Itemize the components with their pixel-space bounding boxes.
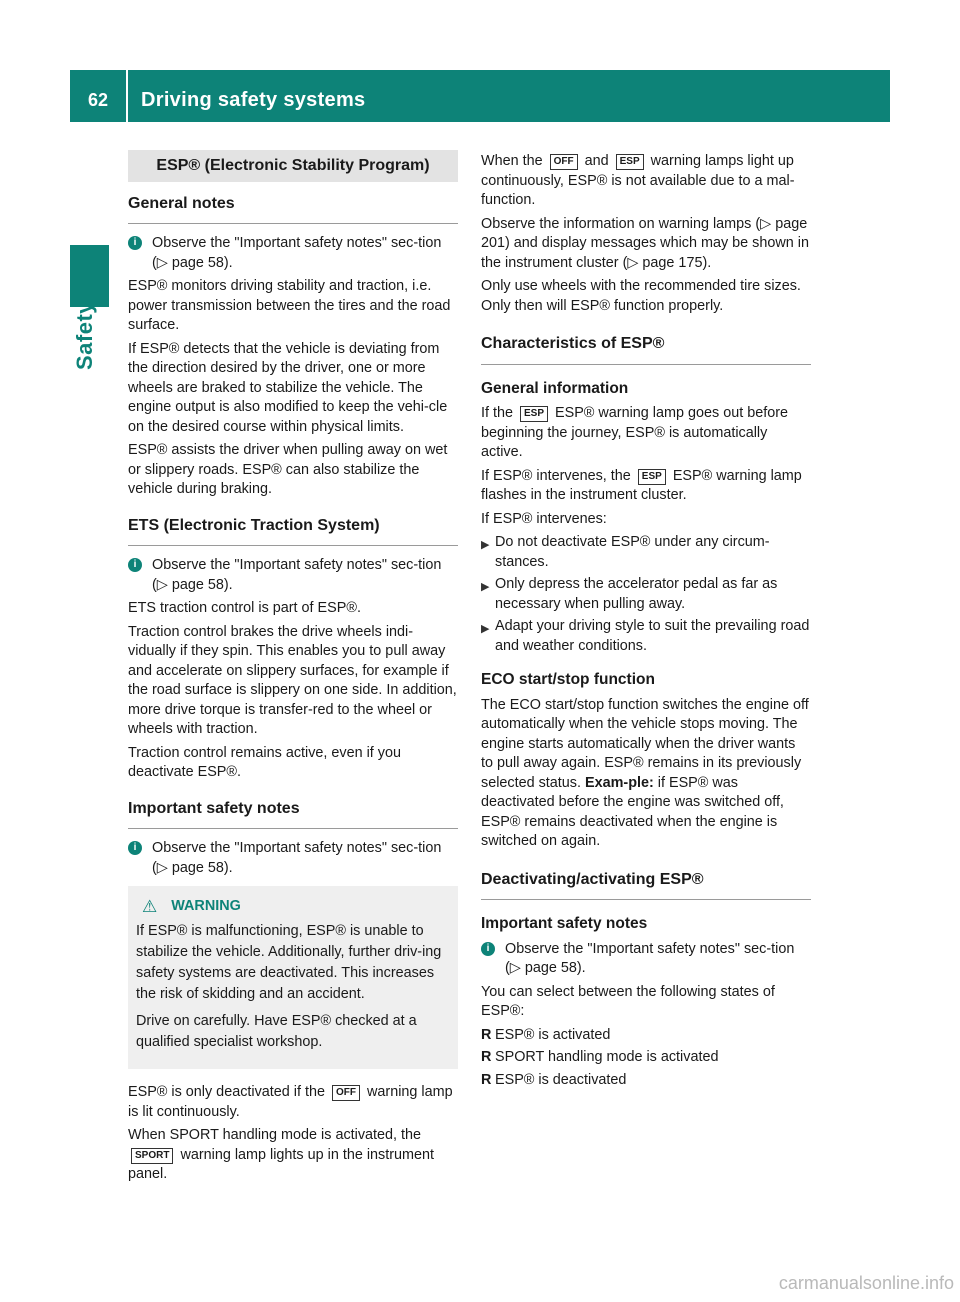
info-note-text: Observe the "Important safety notes" sec-tion (▷ page 58). [505,940,795,976]
characteristics-heading: Characteristics of ESP® [481,334,811,365]
info-icon: i [128,236,142,250]
warning-title-text: WARNING [171,898,241,914]
info-icon: i [128,558,142,572]
paragraph: ESP® is only deactivated if the OFF warning lamp is lit continuously. [128,1084,453,1120]
esp-lamp-icon: ESP [520,406,548,422]
eco-heading: ECO start/stop function [481,671,655,688]
info-icon: i [481,942,495,956]
instruction-step: ▶ Do not deactivate ESP® under any circum-stances. [481,533,811,572]
page-number: 62 [87,90,109,110]
watermark: carmanualsonline.info [778,1273,954,1293]
info-note-text: Observe the "Important safety notes" sec-tion (▷ page 58). [152,840,442,876]
esp-lamp-icon: ESP [616,154,644,170]
deactivating-heading: Deactivating/activating ESP® [481,870,811,901]
page-title: Driving safety systems [141,89,366,111]
important-safety-notes-heading: Important safety notes [481,915,648,932]
warning-paragraph: Drive on carefully. Have ESP® checked at a qualified specialist workshop. [136,1013,417,1050]
ets-heading: ETS (Electronic Traction System) [128,516,458,547]
esp-banner: ESP® (Electronic Stability Program) [128,150,458,182]
paragraph: ESP® monitors driving stability and traction, i.e. power transmission between the tires and the road surface. [128,278,451,333]
step-arrow-icon: ▶ [481,581,490,593]
paragraph: Traction control brakes the drive wheels indi-vidually if they spin. This enables you to pull away and accelerate on slippery surfaces, for example if the road surface is slippery on one side. In addition, more drive torque is transfer-red to the wheel or wheels with traction. [128,623,457,737]
info-icon: i [128,841,142,855]
warning-box [128,886,458,1069]
paragraph: Observe the information on warning lamps (▷ page 201) and display messages which may be shown in the instrument cluster (▷ page 175). [481,215,809,271]
step-arrow-icon: ▶ [481,623,490,635]
instruction-step: ▶ Adapt your driving style to suit the prevailing road and weather conditions. [481,617,811,656]
warning-triangle-icon: ⚠ [142,897,158,916]
paragraph: The ECO start/stop function switches the engine off automatically when the vehicle stops moving. The engine starts automatically when the driver wants to pull away again. ESP® remains in its previously selected status. Exam-ple: if ESP® was deactivated before the engine was switched off, ESP® remains deactivated when the engine is switched on again. [481,696,809,849]
paragraph: If the ESP ESP® warning lamp goes out before beginning the journey, ESP® is automatically active. [481,405,789,460]
list-item: R ESP® is deactivated [481,1071,627,1088]
list-item: R SPORT handling mode is activated [481,1049,719,1065]
header-divider [126,70,128,122]
info-note-text: Observe the "Important safety notes" sec-tion (▷ page 58). [152,557,442,593]
section-tab-marker [70,245,109,307]
paragraph: ETS traction control is part of ESP®. [128,600,361,616]
info-note [481,940,811,979]
list-item: R ESP® is activated [481,1026,611,1043]
esp-off-lamp-icon: OFF [550,154,578,170]
paragraph: If ESP® intervenes: [481,510,607,527]
paragraph: When SPORT handling mode is activated, the SPORT warning lamp lights up in the instrument panel. [128,1127,435,1182]
info-note [128,839,458,878]
section-label: Safety [72,300,97,370]
sport-lamp-icon: SPORT [131,1148,173,1164]
esp-off-lamp-icon: OFF [332,1085,360,1101]
paragraph: Only use wheels with the recommended tire sizes. Only then will ESP® function properly. [481,278,801,314]
general-information-heading: General information [481,379,629,397]
general-notes-heading: General notes [128,194,458,225]
paragraph: Traction control remains active, even if you deactivate ESP®. [128,744,402,780]
info-note [128,234,458,273]
warning-paragraph: If ESP® is malfunctioning, ESP® is unable to stabilize the vehicle. Additionally, further driv-ing safety systems are deactivated. This increases the risk of skidding and an accident. [136,923,442,1002]
important-safety-notes-heading: Important safety notes [128,799,458,830]
info-note-text: Observe the "Important safety notes" sec-tion (▷ page 58). [152,235,442,271]
info-note [128,556,458,595]
paragraph: If ESP® detects that the vehicle is deviating from the direction desired by the driver, one or more wheels are braked to stabilize the vehicle. The engine output is also modified to keep the vehi-cle on the desired course within physical limits. [128,340,448,435]
warning-title [136,896,450,917]
step-arrow-icon: ▶ [481,539,490,551]
left-column [128,150,458,1189]
esp-lamp-icon: ESP [638,469,666,485]
paragraph: ESP® assists the driver when pulling away on wet or slippery roads. ESP® can also stabilize the vehicle during braking. [128,442,448,497]
paragraph: When the OFF and ESP warning lamps light up continuously, ESP® is not available due to a mal-function. [481,153,795,208]
right-column [481,152,811,1093]
instruction-step: ▶ Only depress the accelerator pedal as far as necessary when pulling away. [481,575,811,614]
paragraph: If ESP® intervenes, the ESP ESP® warning lamp flashes in the instrument cluster. [481,467,802,503]
paragraph: You can select between the following states of ESP®: [481,983,775,1019]
